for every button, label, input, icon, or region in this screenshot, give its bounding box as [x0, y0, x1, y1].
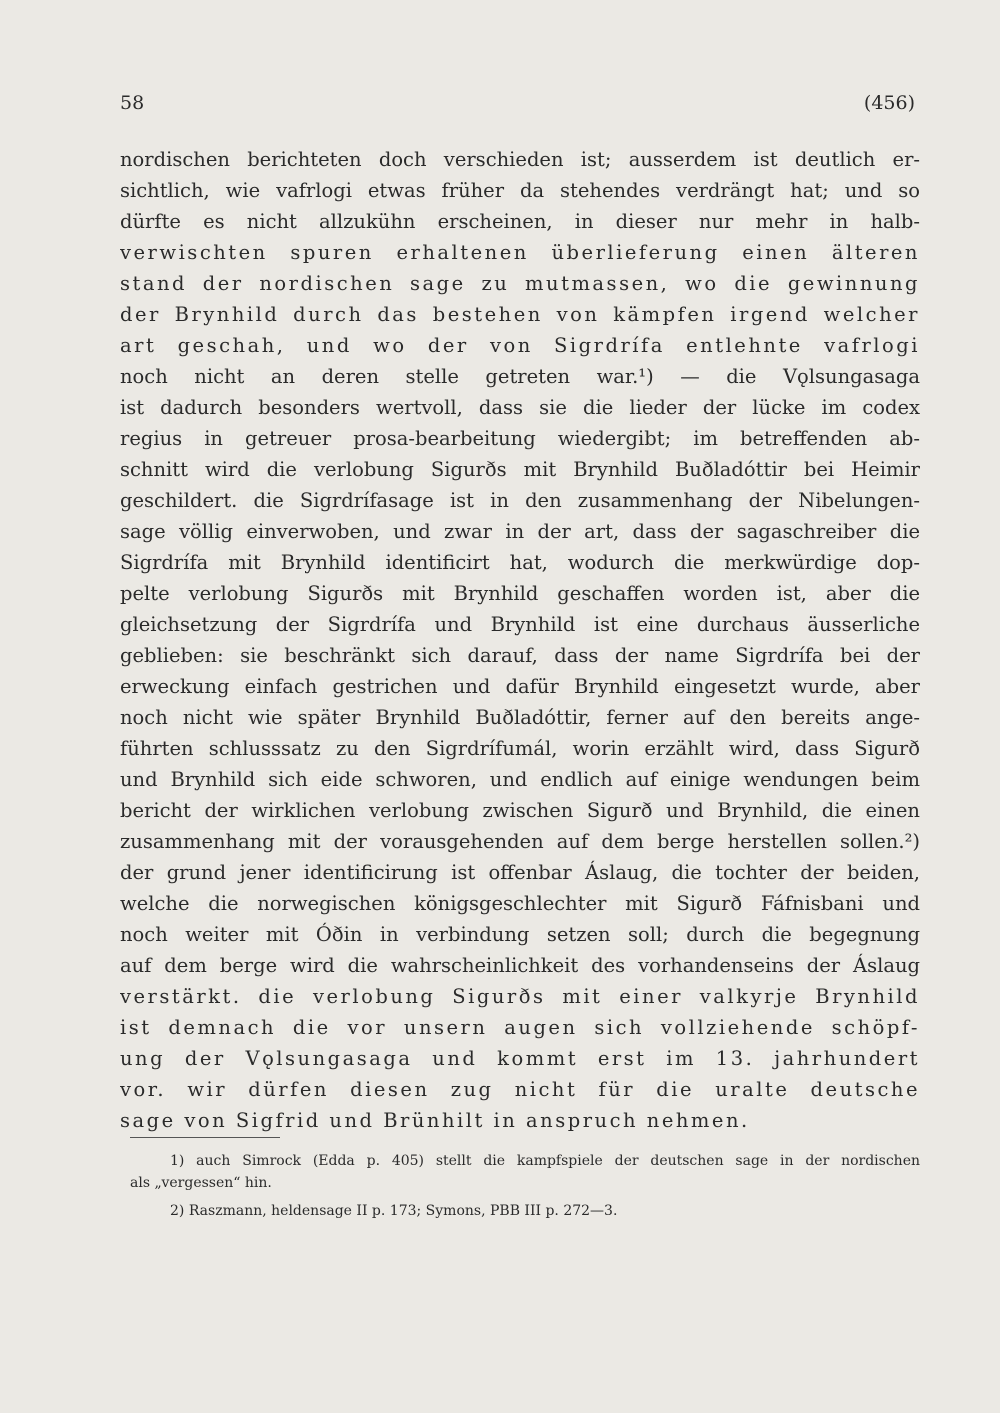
footnote-1-line-1: 1) auch Simrock (Edda p. 405) stellt die kampfspiele der deutschen sage in der nordischen: [170, 1153, 920, 1169]
text-line: bericht der wirklichen verlobung zwischen Sigurð und Brynhild, die einen: [120, 799, 920, 822]
footnote-1-line-2: als „vergessen“ hin.: [130, 1175, 272, 1191]
text-line: dürfte es nicht allzukühn erscheinen, in dieser nur mehr in halb-: [120, 210, 920, 233]
page-number: 58: [120, 92, 145, 114]
text-line: art geschah, und wo der von Sigrdrífa entlehnte vafrlogi: [120, 334, 920, 357]
text-line: pelte verlobung Sigurðs mit Brynhild geschaffen worden ist, aber die: [120, 582, 920, 605]
text-line: gleichsetzung der Sigrdrífa und Brynhild ist eine durchaus äusserliche: [120, 613, 920, 636]
text-line: nordischen berichteten doch verschieden ist; ausserdem ist deutlich er-: [120, 148, 920, 171]
text-line: regius in getreuer prosa-bearbeitung wiedergibt; im betreffenden ab-: [120, 427, 920, 450]
text-line: auf dem berge wird die wahrscheinlichkeit des vorhandenseins der Áslaug: [120, 954, 920, 977]
text-line: geblieben: sie beschränkt sich darauf, dass der name Sigrdrífa bei der: [120, 644, 920, 667]
text-line: stand der nordischen sage zu mutmassen, wo die gewinnung: [120, 272, 920, 295]
text-line: ung der Vǫlsungasaga und kommt erst im 13. jahrhundert: [120, 1047, 920, 1070]
text-line: zusammenhang mit der vorausgehenden auf dem berge herstellen sollen.²): [120, 830, 920, 853]
text-line: verstärkt. die verlobung Sigurðs mit einer valkyrje Brynhild: [120, 985, 920, 1008]
original-page-number: (456): [863, 92, 915, 114]
text-line: noch weiter mit Óðin in verbindung setzen soll; durch die begegnung: [120, 923, 920, 946]
footnotes: [130, 1150, 920, 1222]
footnote-1: [130, 1150, 920, 1194]
text-line: sage von Sigfrid und Brünhilt in anspruch nehmen.: [120, 1109, 750, 1132]
text-line: geschildert. die Sigrdrífasage ist in den zusammenhang der Nibelungen-: [120, 489, 920, 512]
text-line: welche die norwegischen königsgeschlechter mit Sigurð Fáfnisbani und: [120, 892, 920, 915]
text-line: und Brynhild sich eide schworen, und endlich auf einige wendungen beim: [120, 768, 920, 791]
text-line: sichtlich, wie vafrlogi etwas früher da stehendes verdrängt hat; und so: [120, 179, 920, 202]
text-line: der grund jener identificirung ist offenbar Áslaug, die tochter der beiden,: [120, 861, 920, 884]
footnote-2-text: 2) Raszmann, heldensage II p. 173; Symons, PBB III p. 272—3.: [170, 1203, 618, 1219]
text-line: der Brynhild durch das bestehen von kämpfen irgend welcher: [120, 303, 920, 326]
footnote-divider: [130, 1137, 280, 1138]
main-text: [120, 144, 920, 1136]
text-line: vor. wir dürfen diesen zug nicht für die uralte deutsche: [120, 1078, 920, 1101]
text-line: ist dadurch besonders wertvoll, dass sie die lieder der lücke im codex: [120, 396, 920, 419]
text-line: noch nicht wie später Brynhild Buðladóttir, ferner auf den bereits ange-: [120, 706, 920, 729]
text-line: Sigrdrífa mit Brynhild identificirt hat, wodurch die merkwürdige dop-: [120, 551, 920, 574]
text-line: ist demnach die vor unsern augen sich vollziehende schöpf-: [120, 1016, 920, 1039]
page-header: [120, 92, 915, 122]
text-line: führten schlusssatz zu den Sigrdrífumál, worin erzählt wird, dass Sigurð: [120, 737, 920, 760]
text-line: sage völlig einverwoben, und zwar in der art, dass der sagaschreiber die: [120, 520, 920, 543]
footnote-2: [130, 1200, 920, 1222]
text-line: noch nicht an deren stelle getreten war.¹) — die Vǫlsungasaga: [120, 365, 920, 388]
text-line: erweckung einfach gestrichen und dafür Brynhild eingesetzt wurde, aber: [120, 675, 920, 698]
text-line: schnitt wird die verlobung Sigurðs mit Brynhild Buðladóttir bei Heimir: [120, 458, 920, 481]
text-line: verwischten spuren erhaltenen überlieferung einen älteren: [120, 241, 920, 264]
